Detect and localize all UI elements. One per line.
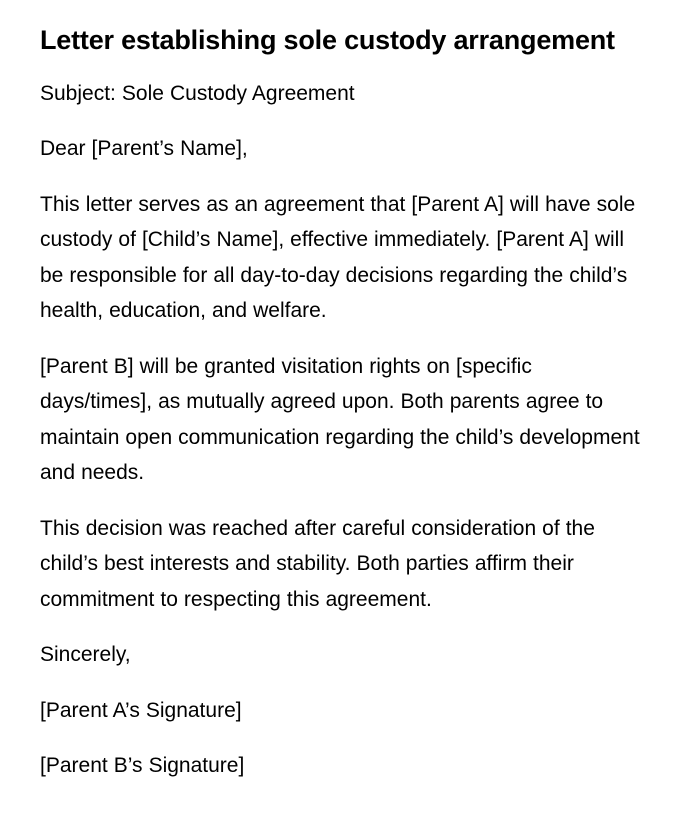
body-paragraph-custody-terms: This letter serves as an agreement that [Parent A] will have sole custody of [Child’s Name], effective immediately. [Parent A] will be responsible for all day-to-day decisions regarding the child’s health, education, and welfare. [40, 192, 636, 323]
signature-line-parent-a: [Parent A’s Signature] [40, 698, 242, 722]
body-paragraph-decision-rationale: This decision was reached after careful consideration of the child’s best interests and stability. Both parties affirm their commitment to respecting this agreement. [40, 516, 595, 611]
body-paragraph-visitation-rights: [Parent B] will be granted visitation rights on [specific days/times], as mutually agreed upon. Both parents agree to maintain open communication regarding the child’s development and needs. [40, 354, 640, 485]
closing-salutation: Sincerely, [40, 643, 131, 667]
signature-line-parent-b: [Parent B’s Signature] [40, 754, 245, 778]
page-title: Letter establishing sole custody arrangement [40, 25, 615, 55]
salutation: Dear [Parent’s Name], [40, 137, 248, 161]
subject-line: Subject: Sole Custody Agreement [40, 81, 355, 105]
